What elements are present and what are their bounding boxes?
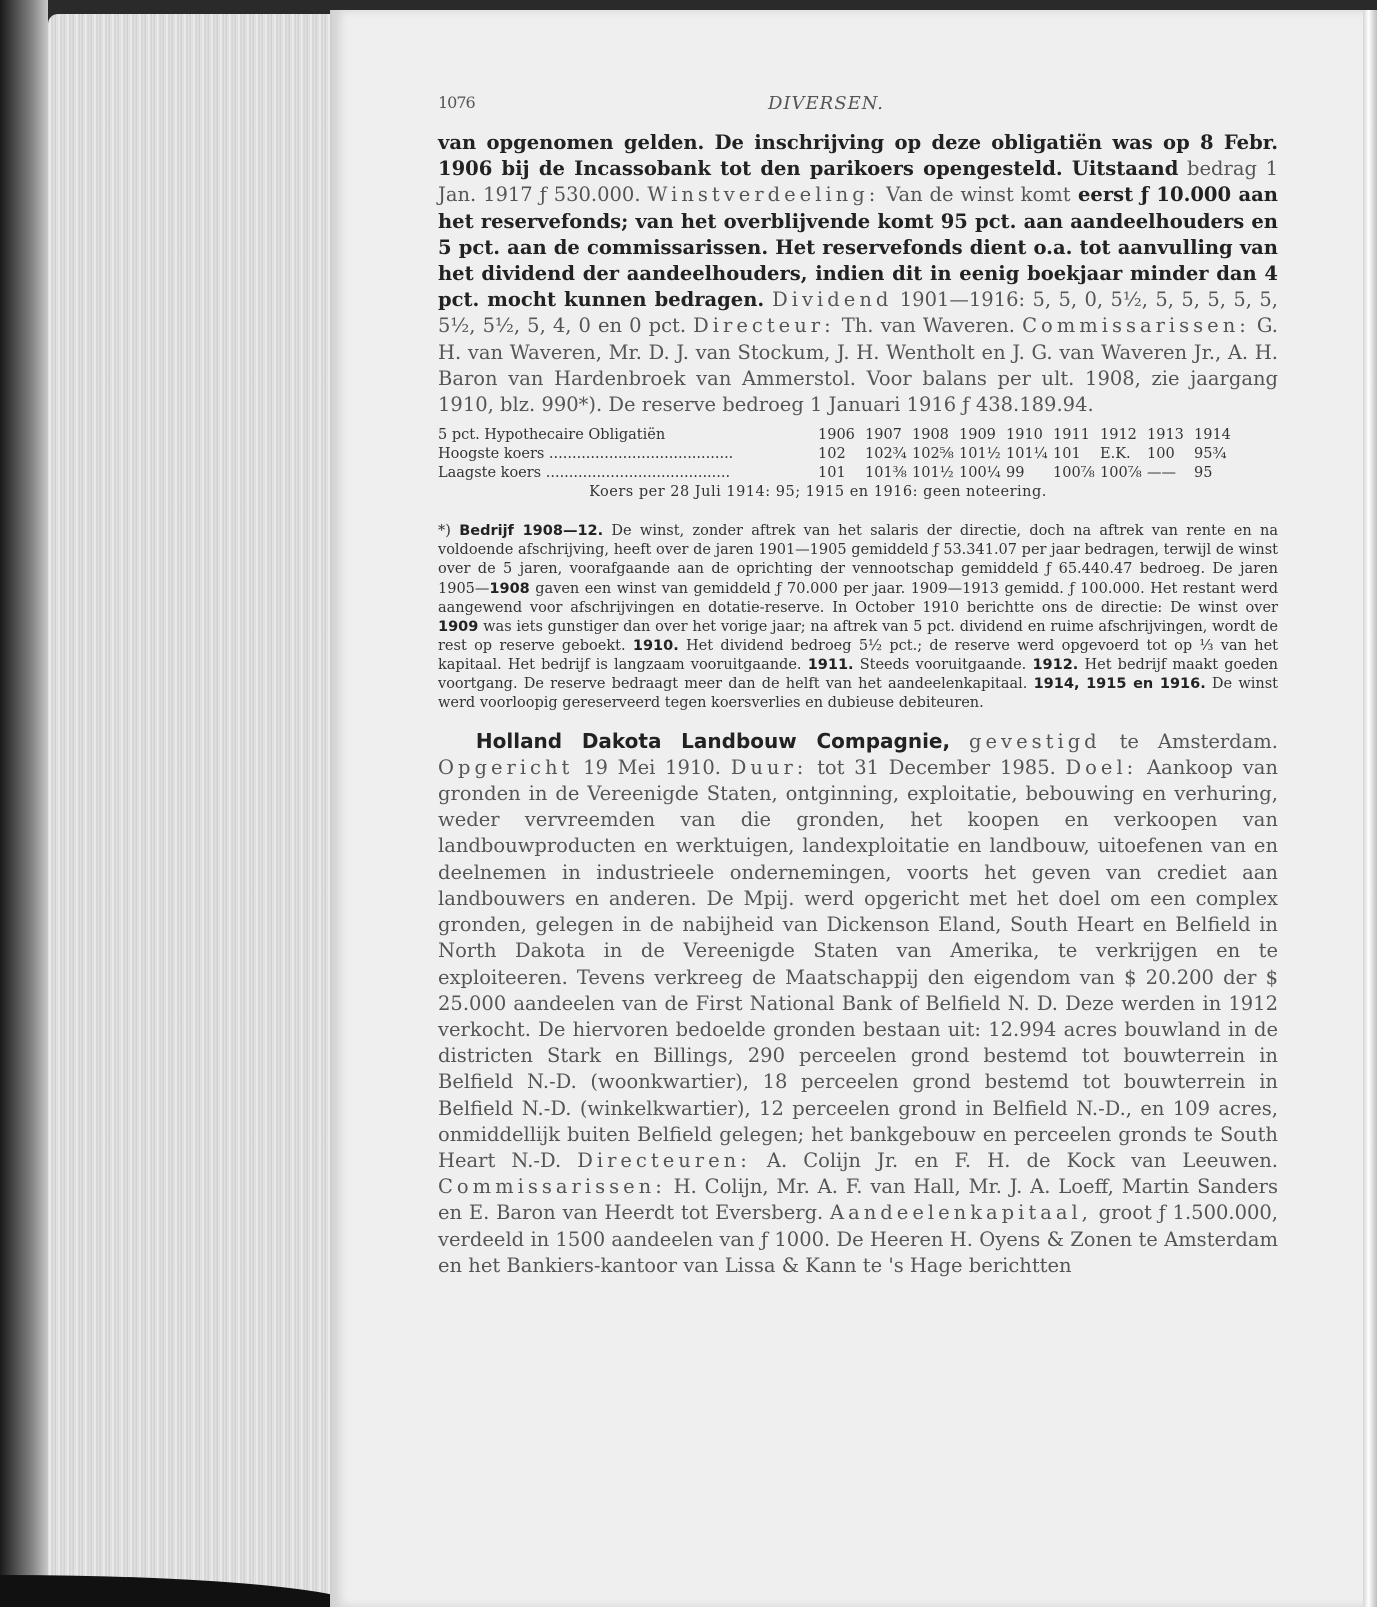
table-row-laagste <box>438 464 1278 483</box>
value-cell: 100⅞ <box>1053 465 1095 482</box>
row-label: Hoogste koers ........................................ <box>438 446 734 463</box>
company-text: Aankoop van gronden in de Vereenigde Staten, ontginning, exploitatie, bebouwing en verhuring, weder vervreemden van die gronden, het koopen en verkoopen van landbouwproducten en werktuigen, landexploitatie en landbouw, uitoefenen van en deelnemen in industrieele ondernemingen, voorts het geven van crediet aan landbouwers en anderen. De Mpij. werd opgericht met het doel om een complex gronden, gelegen in de nabijheid van Dickenson Eland, South Heart en Belfield in North Dakota in de Vereenigde Staten van Amerika, te verkrijgen en te exploiteeren. Tevens verkreeg de Maatschappij den eigendom van $ 20.200 der $ 25.000 aandeelen van de First National Bank of Belfield N. D. Deze werden in 1912 verkocht. De hiervoren bedoelde gronden bestaan uit: 12.994 acres bouwland in de districten Stark en Billings, 290 perceelen grond bestemd tot bouwterrein in Belfield N.-D. (woonkwartier), 18 perceelen grond bestemd tot bouwterrein in Belfield N.-D. (winkelkwartier), 12 perceelen grond in Belfield N.-D., en 109 acres, onmiddellijk buiten Belfield gelegen; het bankgebouw en perceelen gronds te South Heart N.-D. <box>438 755 1278 1172</box>
table-header-row <box>438 426 1278 445</box>
year-cell: 1908 <box>912 427 949 444</box>
company-entry <box>438 728 1278 1279</box>
bond-price-table <box>438 426 1278 502</box>
table-note: Koers per 28 Juli 1914: 95; 1915 en 1916: geen noteering. <box>589 484 1047 501</box>
value-cell: 102 <box>818 446 846 463</box>
footnote-text: gaven een winst van gemiddeld ƒ 70.000 per jaar. 1909—1913 gemidd. ƒ 100.000. Het restant werd aangewend voor afschrijvingen en dotatie-reserve. In October 1910 berichtte ons de directie: De winst over <box>438 580 1278 616</box>
intro-text-2: bedrag 1 Jan. 1917 ƒ 530.000. <box>438 157 1278 207</box>
footnote-text: De winst werd voorloopig gereserveerd tegen koersverlies en dubieuse debiteuren. <box>438 675 1278 712</box>
footnote-year: 1909 <box>438 618 479 635</box>
intro-text-6: Th. van Waveren. <box>834 314 1023 338</box>
year-cell: 1913 <box>1147 427 1184 444</box>
row-label: Laagste koers ........................................ <box>438 465 731 482</box>
company-text: te Amsterdam. <box>1100 729 1278 753</box>
intro-text-1: van opgenomen gelden. De inschrijving op deze obligatiën was op 8 Febr. 1906 bij de Incassobank tot den parikoers opengesteld. Uitstaand <box>438 131 1278 181</box>
running-head <box>438 90 1278 130</box>
label-opgericht: Opgericht <box>438 755 574 779</box>
company-text: H. Colijn, Mr. A. F. van Hall, Mr. J. A. Loeff, Martin Sanders en E. Baron van Heerdt tot Eversberg. <box>438 1175 1278 1225</box>
year-cell: 1907 <box>865 427 902 444</box>
label-winstverdeeling: Winstverdeeling: <box>647 183 880 207</box>
book-cover-shadow <box>0 0 48 1607</box>
company-text: 19 Mei 1910. <box>573 755 731 779</box>
value-cell: 101½ <box>959 446 1001 463</box>
page-edges-stack <box>48 14 338 1607</box>
year-cell: 1911 <box>1053 427 1090 444</box>
year-cell: 1910 <box>1006 427 1043 444</box>
footnote-year: 1908 <box>489 580 530 597</box>
page-number: 1076 <box>438 93 475 112</box>
footnote-text: De winst, zonder aftrek van het salaris der directie, doch na aftrek van rente en na voldoende afschrijving, heeft over de jaren 1901—1905 gemiddeld ƒ 53.341.07 per jaar bedragen, terwijl de winst over de 5 jaren, voorafgaande aan de oprichting der vennootschap gemiddeld ƒ 65.440.47 bedroeg. De jaren 1905— <box>438 523 1278 597</box>
footnote-year: 1912. <box>1032 656 1079 673</box>
intro-text-7: G. H. van Waveren, Mr. D. J. van Stockum, J. H. Wentholt en J. G. van Waveren Jr., A. H. Baron van Hardenbroek van Ammerstol. Voor balans per ult. 1908, zie jaargang 1910, blz. 990*). De reserve bedroeg 1 Januari 1916 ƒ 438.189.94. <box>438 314 1278 417</box>
value-cell: 95¾ <box>1194 446 1227 463</box>
footnote-text: Het bedrijf maakt goeden voortgang. De reserve bedraagt meer dan de helft van het aandeelenkapitaal. <box>438 656 1278 692</box>
year-cell: 1914 <box>1194 427 1231 444</box>
value-cell: 100¼ <box>959 465 1001 482</box>
page-edge-right <box>1363 10 1377 1607</box>
value-cell: 100 <box>1147 446 1175 463</box>
intro-text-4: eerst ƒ 10.000 aan het reservefonds; van het overblijvende komt 95 pct. aan aandeelhouders en 5 pct. aan de commissarissen. Het reservefonds dient o.a. tot aanvulling van het dividend der aandeelhouders, indien dit in eenig boekjaar minder dan 4 pct. mocht kunnen bedragen. <box>438 183 1278 312</box>
intro-text-5: 1901—1916: 5, 5, 0, 5½, 5, 5, 5, 5, 5, 5½, 5½, 5, 4, 0 en 0 pct. <box>438 288 1278 338</box>
value-cell: 101½ <box>912 465 954 482</box>
label-directeuren: Directeuren: <box>577 1148 751 1172</box>
table-row-hoogste <box>438 445 1278 464</box>
value-cell: 101¼ <box>1006 446 1048 463</box>
value-cell: 101 <box>1053 446 1081 463</box>
value-cell: 102⅝ <box>912 446 954 463</box>
value-cell: E.K. <box>1100 446 1131 463</box>
intro-paragraph <box>438 130 1278 418</box>
company-name: Holland Dakota Landbouw Compagnie, <box>475 728 951 753</box>
value-cell: —— <box>1147 465 1176 482</box>
label-commissarissen: Commissarissen: <box>1022 314 1250 338</box>
footnote-text: Het dividend bedroeg 5½ pct.; de reserve werd opgevoerd tot op ⅓ van het kapitaal. Het bedrijf is langzaam vooruitgaande. <box>438 637 1278 673</box>
footnote-text: Steeds vooruitgaande. <box>853 656 1033 673</box>
footnote-text: was iets gunstiger dan over het vorige jaar; na aftrek van 5 pct. dividend en ruime afschrijvingen, wordt de rest op reserve geboekt. <box>438 618 1278 654</box>
label-gevestigd: gevestigd <box>969 729 1101 753</box>
value-cell: 95 <box>1194 465 1213 482</box>
company-text: A. Colijn Jr. en F. H. de Kock van Leeuwen. <box>750 1148 1278 1172</box>
value-cell: 101⅜ <box>865 465 907 482</box>
footnote <box>438 522 1278 713</box>
value-cell: 100⅞ <box>1100 465 1142 482</box>
value-cell: 99 <box>1006 465 1025 482</box>
year-cell: 1906 <box>818 427 855 444</box>
table-title: 5 pct. Hypothecaire Obligatiën <box>438 427 666 444</box>
label-directeur: Directeur: <box>693 314 835 338</box>
year-cell: 1909 <box>959 427 996 444</box>
label-doel: Doel: <box>1065 755 1138 779</box>
value-cell: 101 <box>818 465 846 482</box>
footnote-year: 1914, 1915 en 1916. <box>1033 675 1206 692</box>
company-text: tot 31 December 1985. <box>807 755 1066 779</box>
year-cell: 1912 <box>1100 427 1137 444</box>
intro-text-3: Van de winst komt <box>879 183 1071 207</box>
company-text: groot ƒ 1.500.000, verdeeld in 1500 aandeelen van ƒ 1000. De Heeren H. Oyens & Zonen te Amsterdam en het Bankiers-kantoor van Lissa & Kann te 's Hage berichtten <box>438 1201 1278 1277</box>
label-duur: Duur: <box>730 755 808 779</box>
page-content <box>438 90 1278 1279</box>
footnote-title: Bedrijf 1908—12. <box>459 523 604 540</box>
label-dividend: Dividend <box>772 288 893 312</box>
value-cell: 102¾ <box>865 446 907 463</box>
footnote-year: 1911. <box>807 656 854 673</box>
label-commissarissen: Commissarissen: <box>438 1175 666 1199</box>
label-aandeelenkapitaal: Aandeelenkapitaal, <box>830 1201 1092 1225</box>
running-title: DIVERSEN. <box>768 93 885 114</box>
footnote-marker: *) <box>438 523 460 540</box>
footnote-year: 1910. <box>632 637 679 654</box>
